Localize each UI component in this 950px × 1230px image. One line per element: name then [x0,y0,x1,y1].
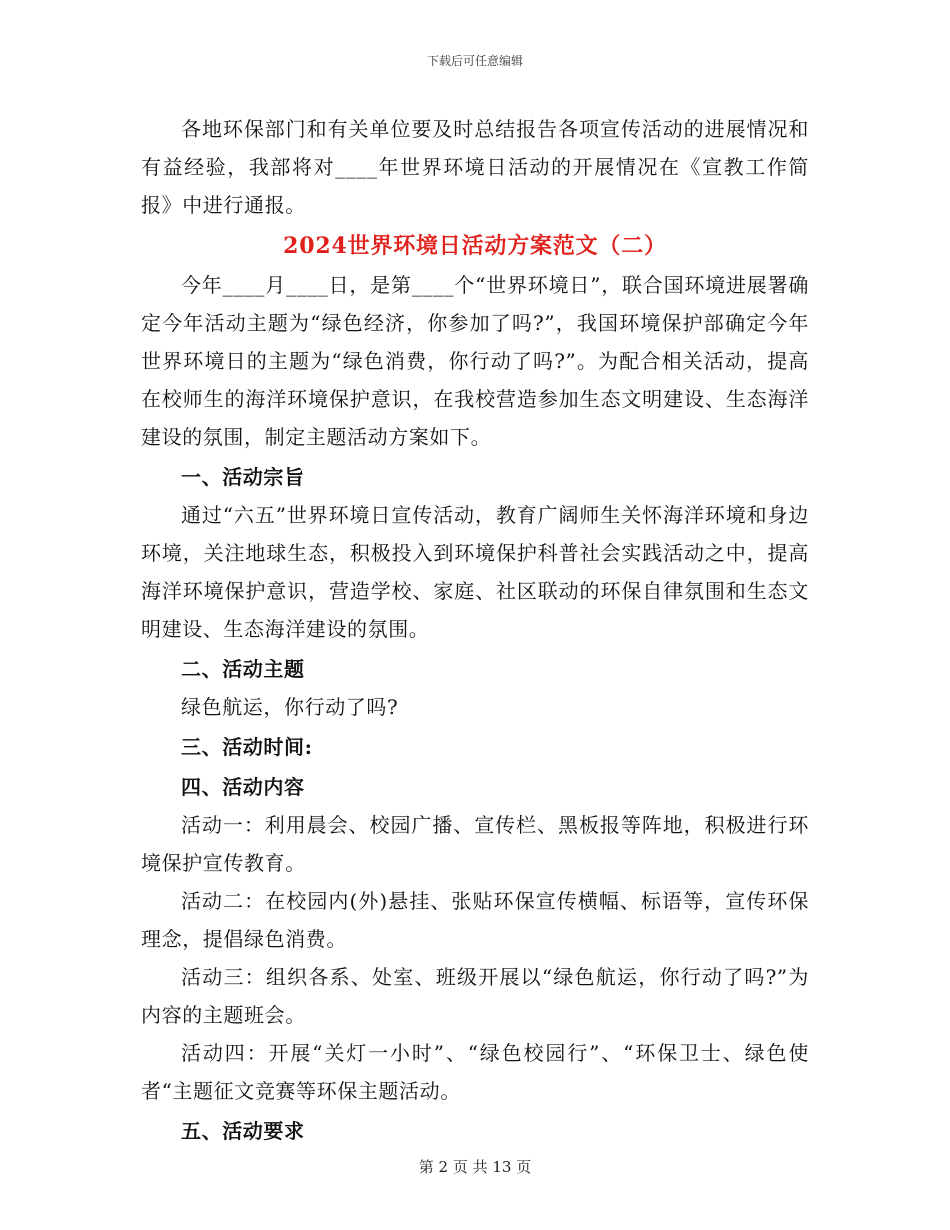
activity-three-paragraph: 活动三：组织各系、处室、班级开展以“绿色航运，你行动了吗?”为内容的主题班会。 [141,965,809,1027]
activity-one-paragraph: 活动一：利用晨会、校园广播、宣传栏、黑板报等阵地，积极进行环境保护宣传教育。 [141,813,809,875]
heading-purpose: 一、活动宗旨 [181,465,305,489]
report-paragraph: 各地环保部门和有关单位要及时总结报告各项宣传活动的进展情况和有益经验，我部将对____年世界环境日活动的开展情况在《宣教工作简报》中进行通报。 [141,117,809,217]
page-header: 下载后可任意编辑 [426,54,523,68]
heading-requirements: 五、活动要求 [181,1119,305,1143]
activity-two-paragraph: 活动二：在校园内(外)悬挂、张贴环保宣传横幅、标语等，宣传环保理念，提倡绿色消费。 [141,889,809,951]
section-title: 2024世界环境日活动方案范文（二） [283,233,667,259]
intro-paragraph: 今年____月____日，是第____个“世界环境日”，联合国环境进展署确定今年活动主题为“绿色经济，你参加了吗?”，我国环境保护部确定今年世界环境日的主题为“绿色消费，你行动了吗?”。为配合相关活动，提高在校师生的海洋环境保护意识，在我校营造参加生态文明建设、生态海洋建设的氛围，制定主题活动方案如下。 [141,273,809,449]
heading-content: 四、活动内容 [181,775,305,799]
heading-time: 三、活动时间: [181,735,313,759]
theme-paragraph: 绿色航运，你行动了吗? [181,695,399,719]
purpose-paragraph: 通过“六五”世界环境日宣传活动，教育广阔师生关怀海洋环境和身边环境，关注地球生态，积极投入到环境保护科普社会实践活动之中，提高海洋环境保护意识，营造学校、家庭、社区联动的环保自律氛围和生态文明建设、生态海洋建设的氛围。 [141,503,809,641]
activity-four-paragraph: 活动四：开展“关灯一小时”、“绿色校园行”、“环保卫士、绿色使者“主题征文竞赛等环保主题活动。 [141,1041,809,1103]
heading-theme: 二、活动主题 [181,657,305,681]
document-body [141,110,809,1150]
page-footer: 第 2 页 共 13 页 [418,1158,532,1176]
